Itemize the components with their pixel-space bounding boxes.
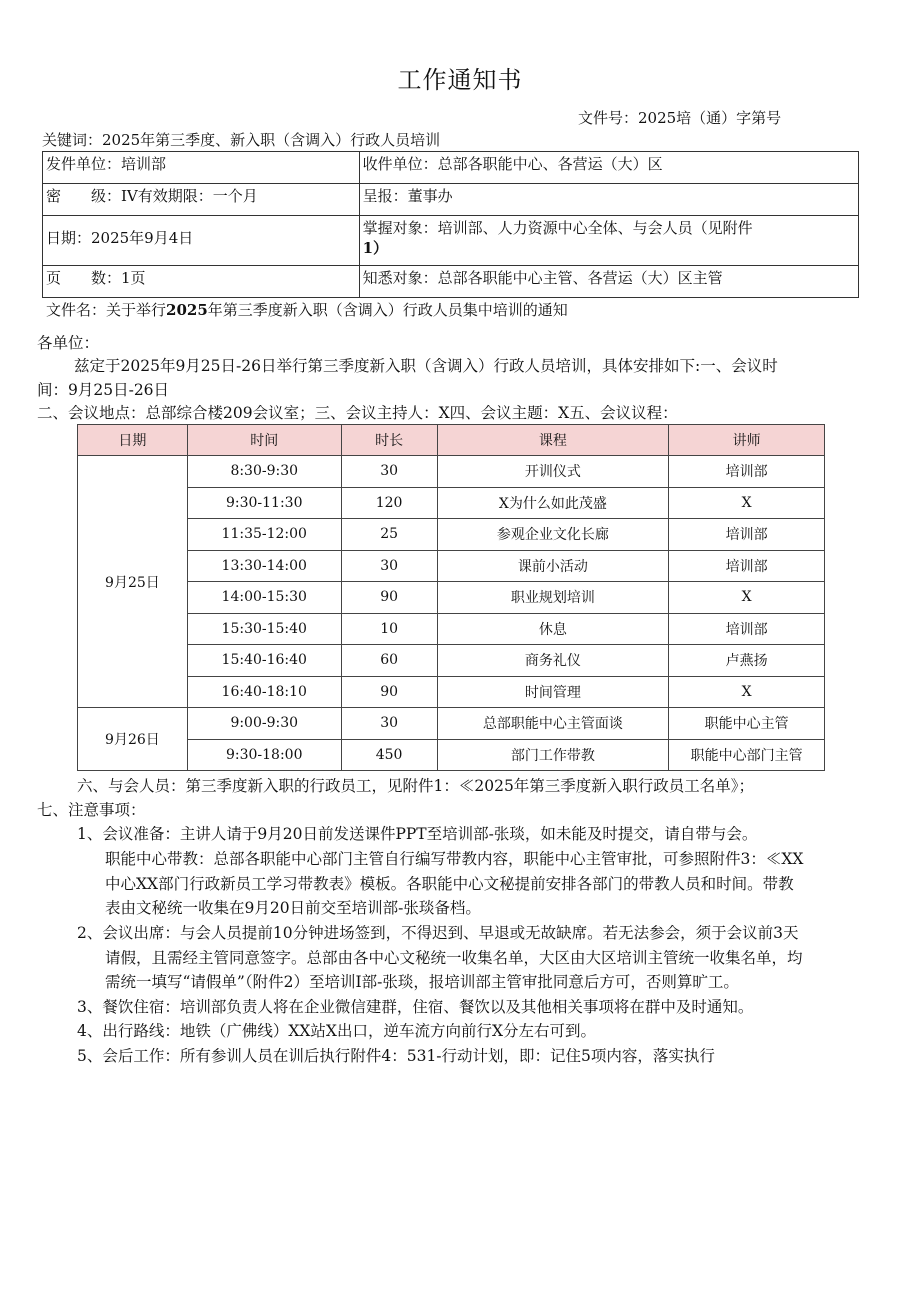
table-row: [78, 519, 825, 551]
salutation: 各单位：: [37, 334, 100, 352]
duration-cell: 90: [341, 676, 437, 708]
duration-cell: 30: [341, 550, 437, 582]
intro-line2: 间：9月25日-26日: [37, 381, 170, 399]
time-cell: 14:00-15:30: [187, 582, 341, 614]
note-1-line2: 职能中心带教：总部各职能中心部门主管自行编写带教内容，职能中心主管审批，可参照附件3：≪XX: [105, 850, 804, 868]
course-cell: 参观企业文化长廊: [437, 519, 669, 551]
note-3: 3、餐饮住宿：培训部负责人将在企业微信建群，住宿、餐饮以及其他相关事项将在群中及时通知。: [77, 998, 754, 1016]
header-time: 时间: [187, 425, 341, 456]
header-date: 日期: [78, 425, 188, 456]
duration-cell: 60: [341, 645, 437, 677]
course-cell: 时间管理: [437, 676, 669, 708]
table-row: [78, 676, 825, 708]
duration-cell: 30: [341, 456, 437, 488]
header-course: 课程: [437, 425, 669, 456]
note-1-line4: 表由文秘统一收集在9月20日前交至培训部-张琰备档。: [105, 899, 481, 917]
sender-cell: 发件单位：培训部: [43, 152, 360, 184]
time-cell: 11:35-12:00: [187, 519, 341, 551]
lecturer-cell: 职能中心主管: [669, 708, 825, 740]
table-row: [78, 582, 825, 614]
course-cell: X为什么如此茂盛: [437, 487, 669, 519]
lecturer-cell: 卢燕扬: [669, 645, 825, 677]
course-cell: 部门工作带教: [437, 739, 669, 771]
lecturer-cell: 培训部: [669, 550, 825, 582]
duration-cell: 25: [341, 519, 437, 551]
location-line: 二、会议地点：总部综合楼209会议室；三、会议主持人：X四、会议主题：X五、会议议程：: [37, 404, 678, 422]
table-row: [78, 613, 825, 645]
day2-cell: 9月26日: [78, 708, 188, 771]
time-cell: 9:30-11:30: [187, 487, 341, 519]
course-cell: 休息: [437, 613, 669, 645]
secret-level-cell: 密 级：IV有效期限：一个月: [43, 184, 360, 216]
keywords-line: 关键词：2025年第三季度、新入职（含调入）行政人员培训: [42, 131, 441, 149]
note-2-line2: 请假，且需经主管同意签字。总部由各中心文秘统一收集名单，大区由大区培训主管统一收集名单，均: [105, 949, 803, 967]
table-row: [78, 739, 825, 771]
table-row: [78, 708, 825, 740]
course-cell: 职业规划培训: [437, 582, 669, 614]
table-row: [78, 456, 825, 488]
lecturer-cell: 培训部: [669, 613, 825, 645]
course-cell: 课前小活动: [437, 550, 669, 582]
report-cell: 呈报：董事办: [359, 184, 858, 216]
course-cell: 开训仪式: [437, 456, 669, 488]
table-row: [78, 550, 825, 582]
header-lecturer: 讲师: [669, 425, 825, 456]
schedule-header-row: [78, 425, 825, 456]
table-row: [78, 487, 825, 519]
time-cell: 9:30-18:00: [187, 739, 341, 771]
time-cell: 9:00-9:30: [187, 708, 341, 740]
file-number: 文件号：2025培（通）字第号: [578, 109, 782, 127]
course-cell: 总部职能中心主管面谈: [437, 708, 669, 740]
receiver-cell: 收件单位：总部各职能中心、各营运（大）区: [359, 152, 858, 184]
header-duration: 时长: [341, 425, 437, 456]
file-name: [46, 299, 568, 320]
lecturer-cell: X: [669, 582, 825, 614]
date-cell: 日期：2025年9月4日: [43, 216, 360, 266]
master-cell: [359, 216, 858, 266]
time-cell: 15:30-15:40: [187, 613, 341, 645]
note-1-line3: 中心XX部门行政新员工学习带教表》模板。各职能中心文秘提前安排各部门的带教人员和时间。带教: [105, 875, 794, 893]
table-row: [78, 645, 825, 677]
day1-cell: 9月25日: [78, 456, 188, 708]
master-line1: 掌握对象：培训部、人力资源中心全体、与会人员（见附件: [362, 219, 753, 237]
page-title: 工作通知书: [397, 66, 523, 94]
lecturer-cell: 职能中心部门主管: [669, 739, 825, 771]
lecturer-cell: X: [669, 676, 825, 708]
lecturer-cell: 培训部: [669, 456, 825, 488]
course-cell: 商务礼仪: [437, 645, 669, 677]
note-5: 5、会后工作：所有参训人员在训后执行附件4：531-行动计划，即：记住5项内容，落实执行: [77, 1047, 715, 1065]
lecturer-cell: X: [669, 487, 825, 519]
time-cell: 13:30-14:00: [187, 550, 341, 582]
note-2-line1: 2、会议出席：与会人员提前10分钟进场签到，不得迟到、早退或无故缺席。若无法参会，须于会议前3天: [77, 924, 799, 942]
duration-cell: 10: [341, 613, 437, 645]
schedule-table: [77, 424, 825, 771]
duration-cell: 450: [341, 739, 437, 771]
attendees-line: 六、与会人员：第三季度新入职的行政员工，见附件1：≪2025年第三季度新入职行政员工名单》；: [77, 777, 755, 795]
duration-cell: 30: [341, 708, 437, 740]
file-name-suffix: 年第三季度新入职（含调入）行政人员集中培训的通知: [207, 301, 568, 319]
duration-cell: 90: [341, 582, 437, 614]
header-table: [42, 151, 859, 298]
file-name-prefix: 文件名：关于举行: [46, 301, 167, 319]
time-cell: 16:40-18:10: [187, 676, 341, 708]
time-cell: 8:30-9:30: [187, 456, 341, 488]
master-line2: 1）: [362, 239, 389, 257]
note-2-line3: 需统一填写“请假单”（附件2）至培训I部-张琰，报培训部主管审批同意后方可，否则算旷工。: [105, 973, 739, 991]
duration-cell: 120: [341, 487, 437, 519]
lecturer-cell: 培训部: [669, 519, 825, 551]
file-name-year: 2025: [166, 301, 208, 319]
intro-line1: 兹定于2025年9月25日-26日举行第三季度新入职（含调入）行政人员培训，具体安排如下:一、会议时: [74, 357, 778, 375]
note-4: 4、出行路线：地铁（广佛线）XX站X出口，逆车流方向前行X分左右可到。: [77, 1022, 597, 1040]
note-1-line1: 1、会议准备：主讲人请于9月20日前发送课件PPT至培训部-张琰，如未能及时提交，请自带与会。: [77, 825, 758, 843]
know-cell: 知悉对象：总部各职能中心主管、各营运（大）区主管: [359, 266, 858, 298]
pages-cell: 页 数：1页: [43, 266, 360, 298]
notes-title: 七、注意事项：: [37, 801, 146, 819]
time-cell: 15:40-16:40: [187, 645, 341, 677]
